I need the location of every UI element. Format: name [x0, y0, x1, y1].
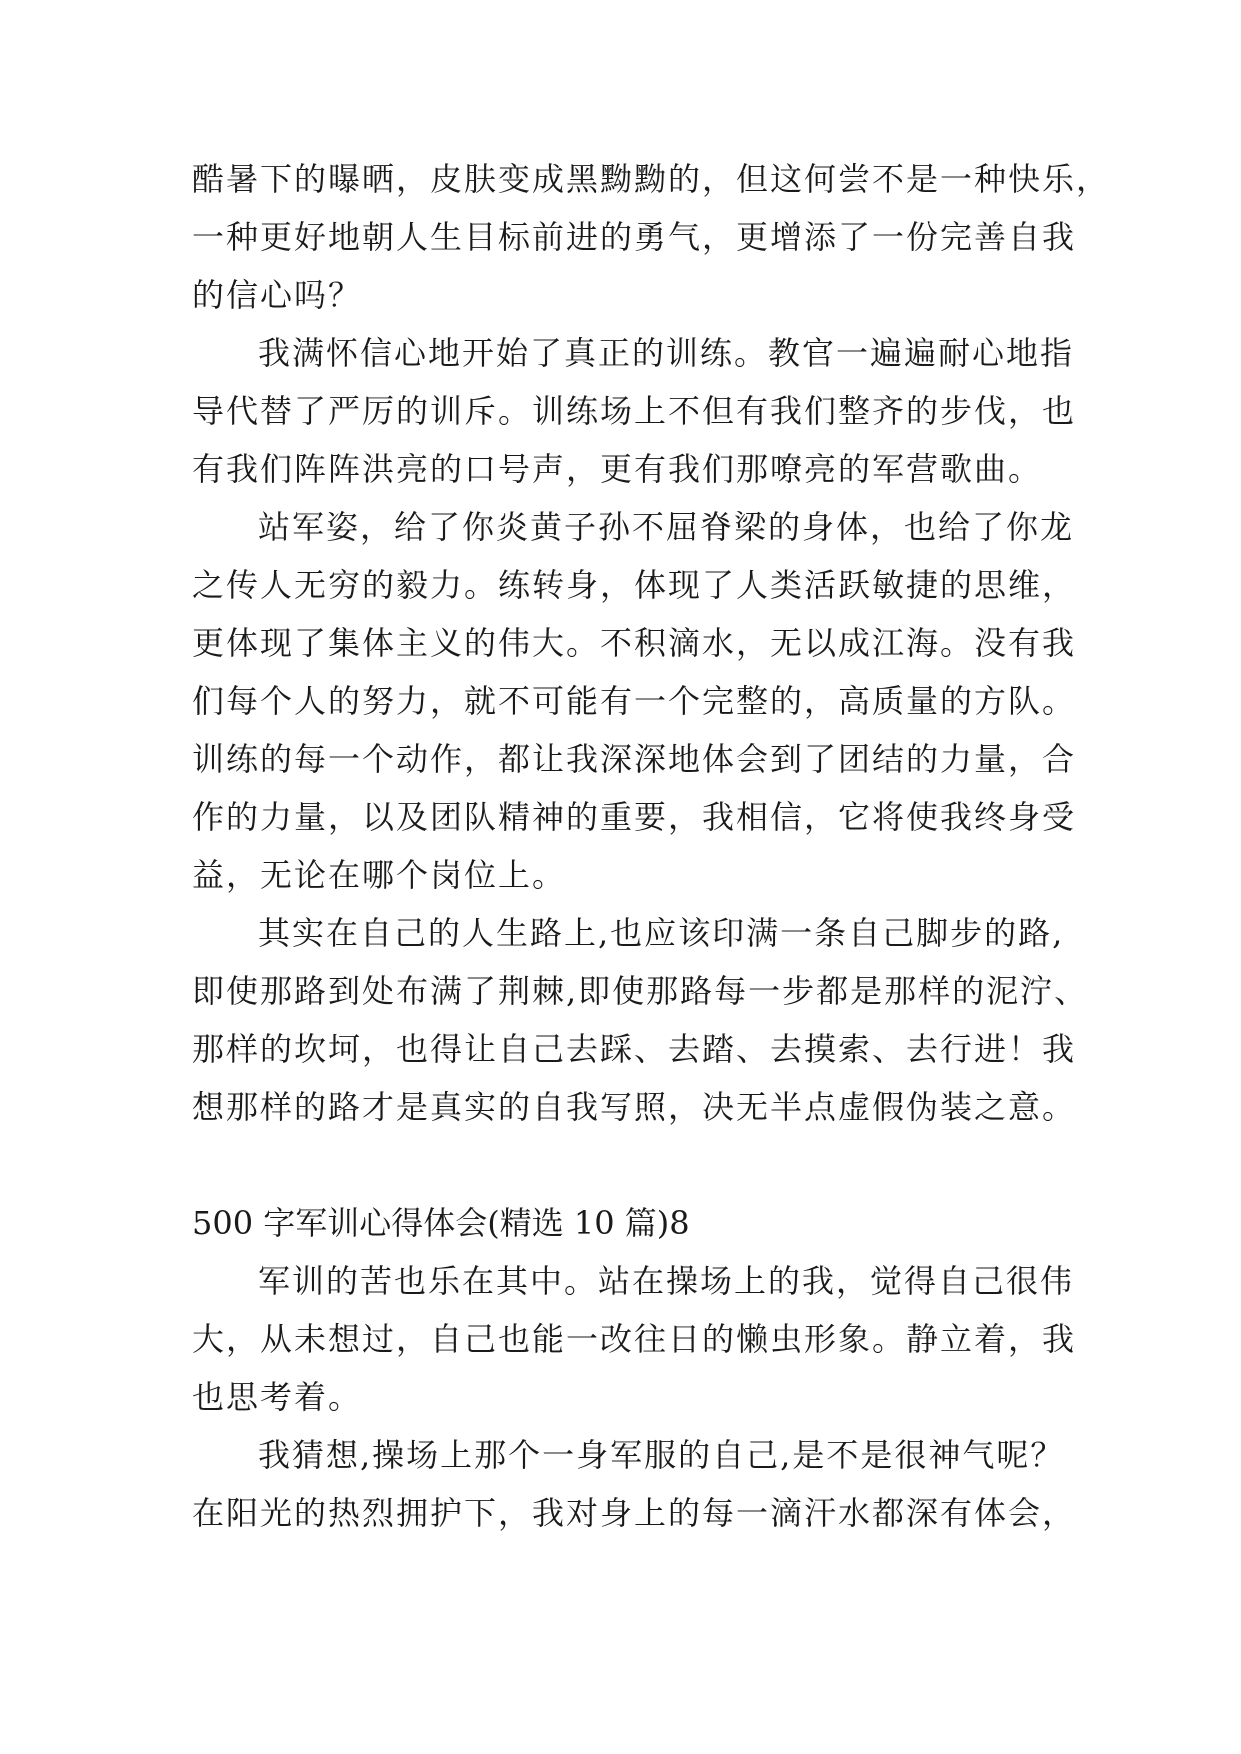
text-line: 的信心吗？	[192, 276, 363, 314]
text-line: 即使那路到处布满了荆棘,即使那路每一步都是那样的泥泞、	[192, 972, 1089, 1010]
text-line: 大，从未想过，自己也能一改往日的懒虫形象。静立着，我	[192, 1320, 1077, 1358]
text-line: 训练的每一个动作，都让我深深地体会到了团结的力量，合	[192, 740, 1077, 778]
document-body	[192, 150, 1111, 1542]
text-line: 我满怀信心地开始了真正的训练。教官一遍遍耐心地指	[258, 334, 1075, 372]
text-line: 酷暑下的曝晒，皮肤变成黑黝黝的，但这何尝不是一种快乐，	[192, 160, 1111, 198]
text-line: 有我们阵阵洪亮的口号声，更有我们那嘹亮的军营歌曲。	[192, 450, 1043, 488]
text-line: 作的力量，以及团队精神的重要，我相信，它将使我终身受	[192, 798, 1077, 836]
text-line: 在阳光的热烈拥护下，我对身上的每一滴汗水都深有体会，	[192, 1494, 1077, 1532]
text-line: 一种更好地朝人生目标前进的勇气，更增添了一份完善自我	[192, 218, 1077, 256]
text-line: 我猜想,操场上那个一身军服的自己,是不是很神气呢？	[258, 1436, 1065, 1474]
paragraph-3	[192, 498, 1077, 904]
text-line: 那样的坎坷，也得让自己去踩、去踏、去摸索、去行进！我	[192, 1030, 1077, 1068]
section-heading: 500 字军训心得体会(精选 10 篇)8	[192, 1204, 690, 1242]
paragraph-4	[192, 904, 1089, 1136]
text-line: 站军姿，给了你炎黄子孙不屈脊梁的身体，也给了你龙	[258, 508, 1075, 546]
paragraph-2	[192, 324, 1077, 498]
text-line: 之传人无穷的毅力。练转身，体现了人类活跃敏捷的思维，	[192, 566, 1077, 604]
text-line: 军训的苦也乐在其中。站在操场上的我，觉得自己很伟	[258, 1262, 1075, 1300]
paragraph-1	[192, 150, 1111, 324]
text-line: 更体现了集体主义的伟大。不积滴水，无以成江海。没有我	[192, 624, 1077, 662]
text-line: 其实在自己的人生路上,也应该印满一条自己脚步的路,	[258, 914, 1065, 952]
text-line: 们每个人的努力，就不可能有一个完整的，高质量的方队。	[192, 682, 1077, 720]
text-line: 益，无论在哪个岗位上。	[192, 856, 567, 894]
text-line: 也思考着。	[192, 1378, 363, 1416]
section-spacer	[192, 1136, 1072, 1194]
text-line: 导代替了严厉的训斥。训练场上不但有我们整齐的步伐，也	[192, 392, 1077, 430]
paragraph-5	[192, 1252, 1077, 1426]
text-line: 想那样的路才是真实的自我写照，决无半点虚假伪装之意。	[192, 1088, 1077, 1126]
paragraph-6	[192, 1426, 1077, 1542]
